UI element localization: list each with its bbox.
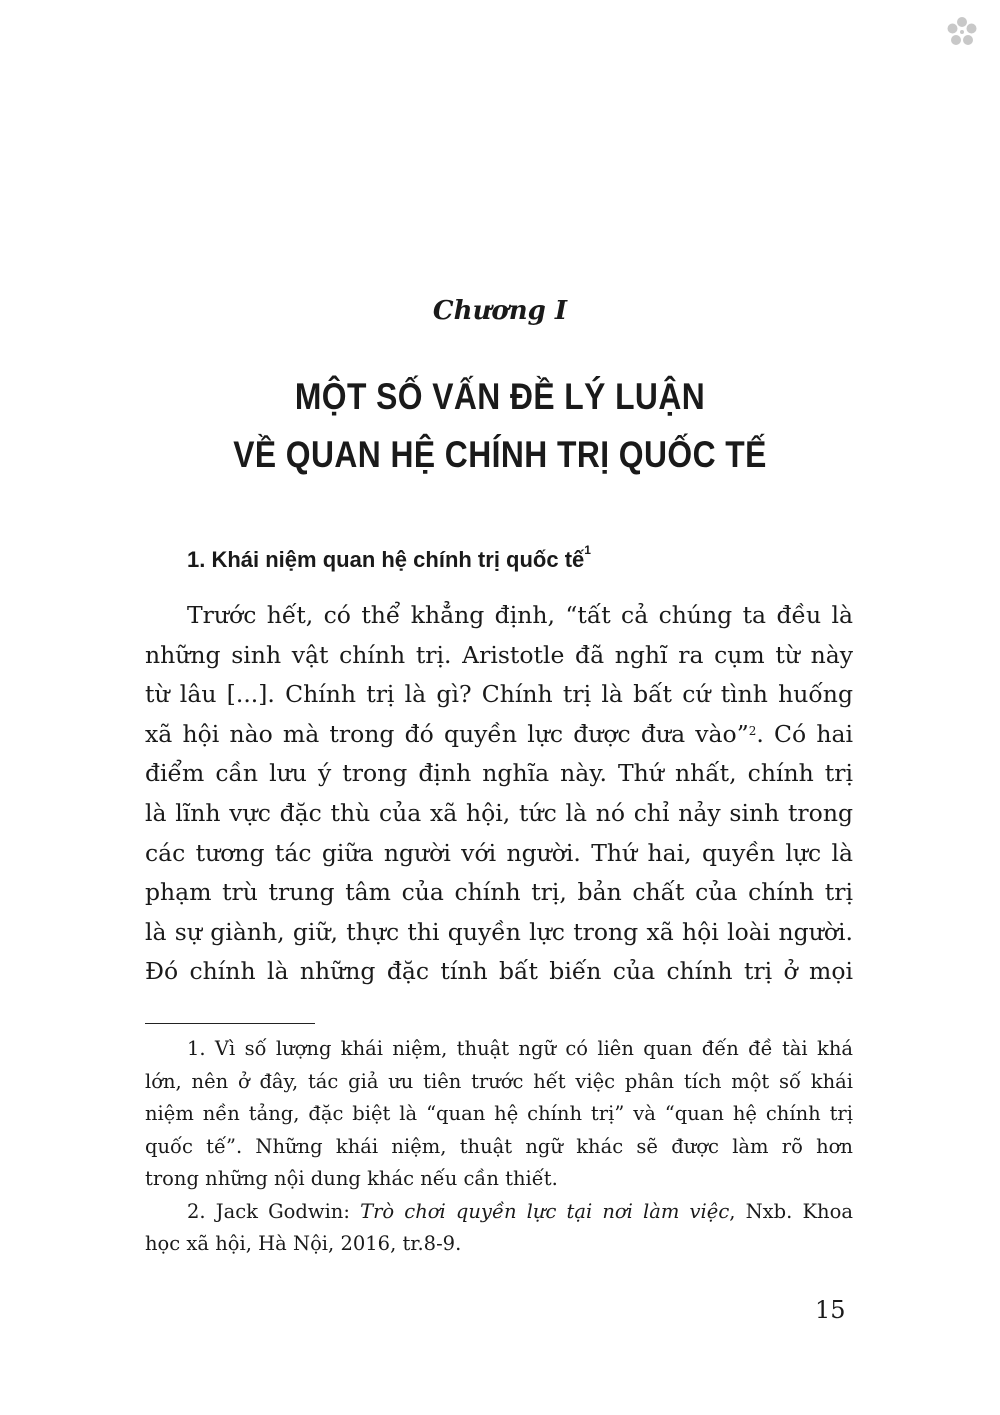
body-line-text: . Có hai (756, 719, 853, 748)
footnote-1-line: niệm nền tảng, đặc biệt là “quan hệ chính trị” và “quan hệ chính trị (145, 1102, 853, 1125)
footnotes (145, 1033, 853, 1261)
footnote-2-suffix: , Nxb. Khoa (729, 1199, 853, 1223)
footnote-1-line: 1. Vì số lượng khái niệm, thuật ngữ có liên quan đến đề tài khá (187, 1037, 853, 1060)
body-line: những sinh vật chính trị. Aristotle đã nghĩ ra cụm từ này (145, 640, 853, 669)
body-line: các tương tác giữa người với người. Thứ hai, quyền lực là (145, 838, 853, 867)
footnote-divider (145, 1023, 315, 1024)
footnote-1-line: quốc tế”. Những khái niệm, thuật ngữ khác sẽ được làm rõ hơn (145, 1134, 853, 1158)
footnote-ref-2[interactable]: 2 (748, 723, 757, 738)
page-number: 15 (815, 1296, 846, 1324)
footnote-2-line: học xã hội, Hà Nội, 2016, tr.8-9. (145, 1232, 462, 1255)
body-line: phạm trù trung tâm của chính trị, bản chất của chính trị (145, 878, 853, 907)
body-line: Đó chính là những đặc tính bất biến của chính trị ở mọi (145, 957, 853, 986)
footnote-2-book-title: Trò chơi quyền lực tại nơi làm việc (360, 1199, 730, 1223)
body-line: là sự giành, giữ, thực thi quyền lực trong xã hội loài người. (145, 917, 853, 946)
chapter-title-line-2: VỀ QUAN HỆ CHÍNH TRỊ QUỐC TẾ (233, 434, 767, 475)
footnote-1-line: trong những nội dung khác nếu cần thiết. (145, 1167, 558, 1190)
body-paragraph (145, 596, 853, 992)
section-heading-text: 1. Khái niệm quan hệ chính trị quốc tế (187, 547, 585, 572)
chapter-title-line-1: MỘT SỐ VẤN ĐỀ LÝ LUẬN (294, 376, 706, 417)
flower-ornament-icon (945, 15, 979, 49)
body-line: từ lâu [...]. Chính trị là gì? Chính trị là bất cứ tình huống (145, 680, 853, 709)
body-line: là lĩnh vực đặc thù của xã hội, tức là nó chỉ nảy sinh trong (145, 798, 853, 827)
body-line: Trước hết, có thể khẳng định, “tất cả chúng ta đều là (187, 601, 853, 629)
footnote-2-prefix: 2. Jack Godwin: (187, 1199, 361, 1223)
footnote-ref-1[interactable]: 1 (584, 543, 591, 557)
body-line-text: xã hội nào mà trong đó quyền lực được đưa vào” (145, 719, 749, 748)
chapter-title (70, 368, 930, 484)
footnote-2-line (145, 1196, 853, 1229)
section-heading (187, 543, 591, 573)
body-line: điểm cần lưu ý trong định nghĩa này. Thứ nhất, chính trị (145, 759, 853, 788)
chapter-label: Chương I (432, 296, 568, 326)
body-line (145, 715, 853, 755)
footnote-1-line: lớn, nên ở đây, tác giả ưu tiên trước hết việc phân tích một số khái (145, 1069, 853, 1093)
